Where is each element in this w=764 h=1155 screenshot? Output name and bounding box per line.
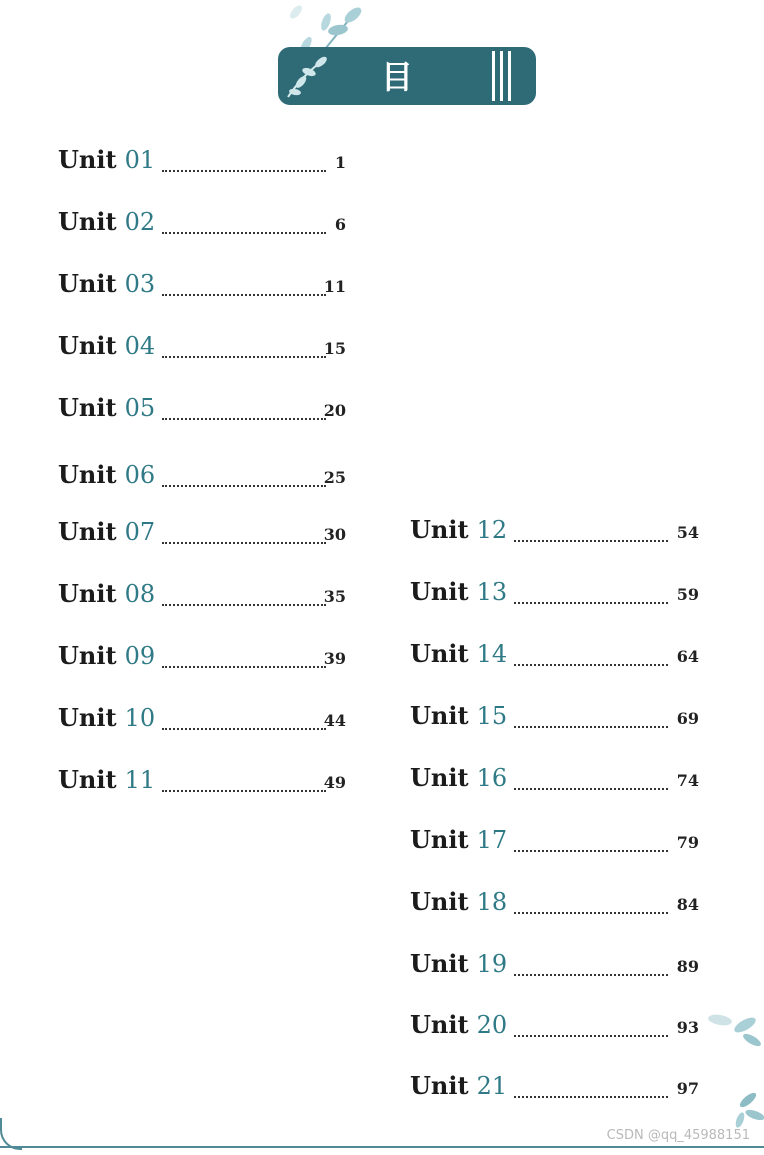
dot-leader [514,850,668,852]
leaf-branch-icon [283,52,333,102]
unit-number: 15 [476,702,508,730]
unit-number: 09 [124,642,156,670]
toc-entry[interactable] [410,887,699,921]
unit-number: 06 [124,461,156,489]
unit-number: 17 [476,826,508,854]
unit-label: Unit [410,515,469,544]
dot-leader [514,912,668,914]
unit-label: Unit [410,1010,469,1039]
toc-entry[interactable] [410,577,699,611]
toc-entry[interactable] [58,517,346,551]
dot-leader [514,1035,668,1037]
page-number: 39 [323,649,346,668]
toc-entry[interactable] [410,639,699,673]
dot-leader [162,542,326,544]
toc-entry[interactable] [58,145,346,179]
unit-label: Unit [410,1071,469,1100]
page-number: 59 [676,585,699,604]
unit-number: 12 [476,516,508,544]
toc-entry[interactable] [58,703,346,737]
dot-leader [162,790,326,792]
unit-number: 10 [124,704,156,732]
page-number: 35 [323,587,346,606]
unit-label: Unit [58,460,117,489]
dot-leader [162,604,326,606]
dot-leader [162,170,326,172]
page-number: 54 [676,523,699,542]
dot-leader [514,974,668,976]
unit-label: Unit [58,269,117,298]
toc-entry[interactable] [58,765,346,799]
toc-entry[interactable] [58,331,346,365]
unit-number: 03 [124,270,156,298]
unit-number: 13 [476,578,508,606]
unit-label: Unit [410,949,469,978]
dot-leader [514,664,668,666]
unit-number: 08 [124,580,156,608]
unit-label: Unit [58,703,117,732]
unit-number: 19 [476,950,508,978]
unit-number: 02 [124,208,156,236]
toc-entry[interactable] [58,393,346,427]
unit-label: Unit [410,763,469,792]
toc-entry[interactable] [410,515,699,549]
banner-stripes [492,51,522,101]
page-number: 84 [676,895,699,914]
page-border-line [0,1146,764,1148]
page-number: 69 [676,709,699,728]
dot-leader [162,232,326,234]
toc-entry[interactable] [410,825,699,859]
page-number: 30 [323,525,346,544]
dot-leader [162,418,326,420]
page-number: 74 [676,771,699,790]
unit-label: Unit [410,639,469,668]
unit-number: 20 [476,1011,508,1039]
watermark: CSDN @qq_45988151 [606,1128,750,1143]
toc-entry[interactable] [58,641,346,675]
unit-label: Unit [58,765,117,794]
page-number: 6 [334,215,346,234]
unit-label: Unit [58,641,117,670]
unit-label: Unit [58,331,117,360]
page-number: 20 [323,401,346,420]
toc-entry[interactable] [58,460,346,494]
dot-leader [162,485,326,487]
page-number: 11 [323,277,346,296]
toc-entry[interactable] [410,1010,699,1044]
unit-number: 16 [476,764,508,792]
page-number: 64 [676,647,699,666]
toc-entry[interactable] [410,949,699,983]
page-number: 93 [676,1018,699,1037]
unit-label: Unit [58,207,117,236]
unit-number: 05 [124,394,156,422]
unit-label: Unit [58,393,117,422]
toc-entry[interactable] [58,579,346,613]
page-number: 1 [334,153,346,172]
toc-entry[interactable] [410,763,699,797]
unit-number: 11 [124,766,156,794]
dot-leader [162,728,326,730]
unit-label: Unit [58,517,117,546]
toc-entry[interactable] [58,269,346,303]
unit-label: Unit [410,887,469,916]
page-number: 15 [323,339,346,358]
dot-leader [514,726,668,728]
dot-leader [162,666,326,668]
leaf-branch-icon [700,1000,764,1135]
page-number: 97 [676,1079,699,1098]
dot-leader [514,788,668,790]
page-number: 89 [676,957,699,976]
unit-number: 07 [124,518,156,546]
unit-label: Unit [410,825,469,854]
unit-label: Unit [58,579,117,608]
dot-leader [162,294,326,296]
page-title: 目 录 [380,58,439,146]
toc-entry[interactable] [58,207,346,241]
page-number: 44 [323,711,346,730]
toc-entry[interactable] [410,701,699,735]
toc-entry[interactable] [410,1071,699,1105]
unit-label: Unit [58,145,117,174]
unit-number: 18 [476,888,508,916]
page-number: 79 [676,833,699,852]
page-number: 49 [323,773,346,792]
unit-number: 14 [476,640,508,668]
dot-leader [514,1096,668,1098]
unit-number: 01 [124,146,156,174]
page-number: 25 [323,468,346,487]
unit-label: Unit [410,577,469,606]
dot-leader [514,540,668,542]
unit-number: 04 [124,332,156,360]
dot-leader [162,356,326,358]
unit-number: 21 [476,1072,508,1100]
unit-label: Unit [410,701,469,730]
dot-leader [514,602,668,604]
